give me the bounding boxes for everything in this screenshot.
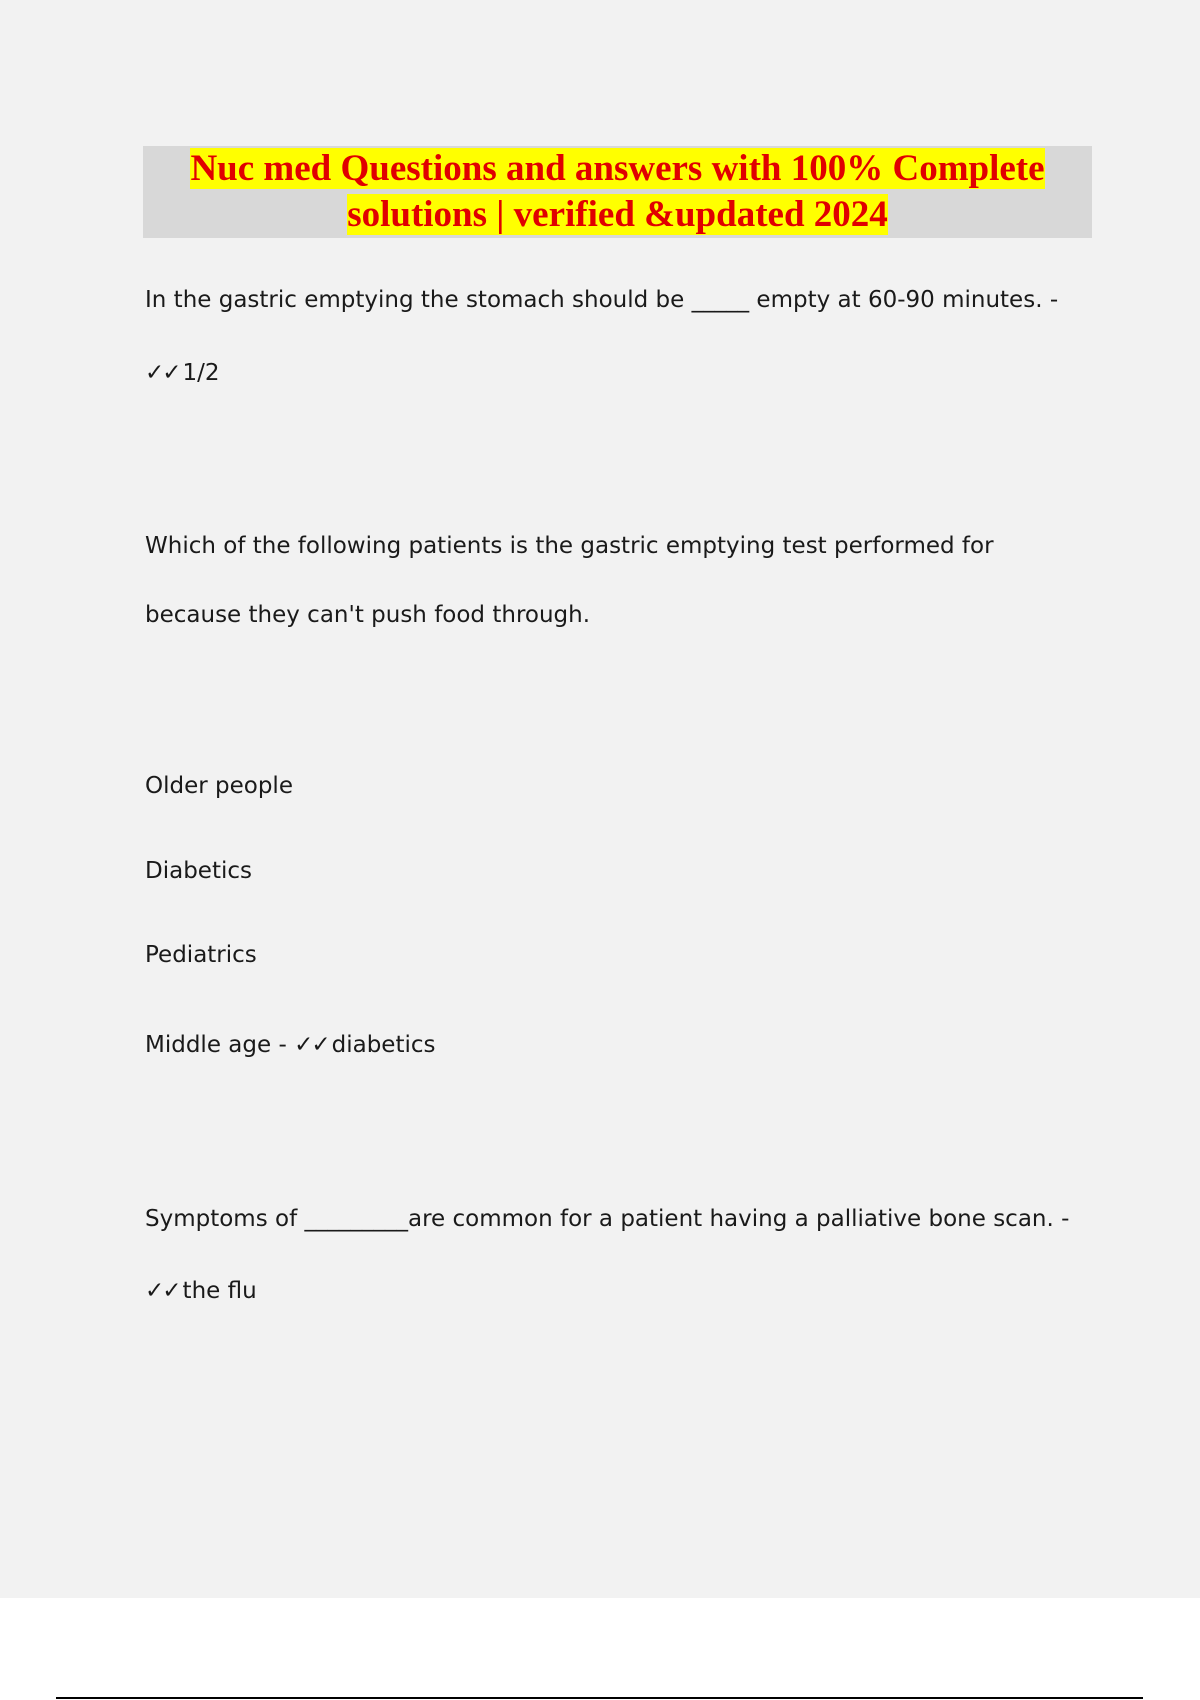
check-mark-icon: ✓✓ (145, 360, 180, 386)
option-text: Middle age - (145, 1032, 295, 1058)
question-3-text: Symptoms of _________are common for a patient having a palliative bone scan. - (145, 1206, 1070, 1232)
answer-text: 1/2 (182, 360, 220, 386)
check-mark-icon: ✓✓ (145, 1278, 180, 1304)
answer-text: diabetics (331, 1032, 436, 1058)
document-title-text: Nuc med Questions and answers with 100% Complete solutions | verified &updated 2024 (190, 148, 1045, 235)
question-2-option: Older people (145, 773, 293, 799)
question-3-answer (145, 1276, 257, 1306)
question-2-text-line-2: because they can't push food through. (145, 602, 591, 628)
question-1-answer (145, 358, 220, 388)
question-2-last-option (145, 1030, 435, 1060)
question-2-option: Pediatrics (145, 942, 257, 968)
answer-text: the flu (182, 1278, 257, 1304)
question-2-option: Diabetics (145, 858, 252, 884)
document-title (143, 146, 1092, 238)
question-1-text: In the gastric emptying the stomach should be _____ empty at 60-90 minutes. - (145, 287, 1059, 313)
question-2-text-line-1: Which of the following patients is the gastric emptying test performed for (145, 533, 994, 559)
check-mark-icon: ✓✓ (294, 1032, 329, 1058)
footer-divider (56, 1697, 1143, 1699)
